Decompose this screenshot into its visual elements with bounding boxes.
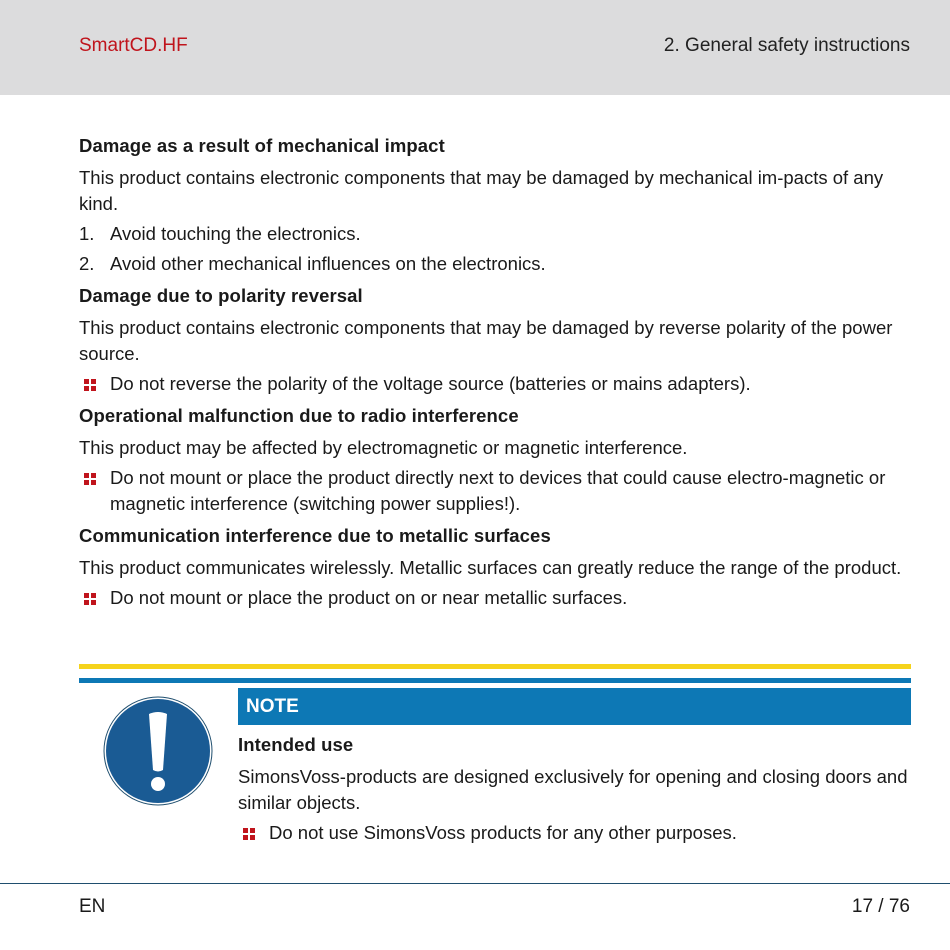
section-text-polarity: This product contains electronic components that may be damaged by reverse polarity of the power source. bbox=[79, 317, 893, 364]
note-divider bbox=[79, 678, 911, 683]
bullet-text: Do not mount or place the product on or near metallic surfaces. bbox=[110, 587, 628, 608]
chapter-title: 2. General safety instructions bbox=[663, 35, 910, 56]
section-heading-mechanical: Damage as a result of mechanical impact bbox=[79, 135, 445, 156]
bullet-text: Do not reverse the polarity of the voltage source (batteries or mains adapters). bbox=[110, 373, 751, 394]
section-text-metallic: This product communicates wirelessly. Metallic surfaces can greatly reduce the range of the product. bbox=[79, 557, 902, 578]
language-code: EN bbox=[79, 896, 106, 917]
note-heading: Intended use bbox=[238, 734, 354, 755]
exclamation-circle-icon bbox=[103, 696, 213, 806]
page-header bbox=[0, 0, 950, 95]
warning-divider bbox=[79, 664, 911, 669]
section-heading-radio: Operational malfunction due to radio interference bbox=[79, 405, 519, 426]
bullet-text: Do not use SimonsVoss products for any other purposes. bbox=[269, 822, 737, 843]
bullet-icon bbox=[238, 820, 269, 846]
bullet-text: Do not mount or place the product directly next to devices that could cause electro-magnetic or magnetic interference (switching power supplies!). bbox=[110, 467, 886, 514]
section-heading-polarity: Damage due to polarity reversal bbox=[79, 285, 363, 306]
bullet-icon bbox=[79, 465, 110, 517]
product-name: SmartCD.HF bbox=[79, 35, 188, 56]
list-item bbox=[79, 221, 911, 247]
section-heading-metallic: Communication interference due to metallic surfaces bbox=[79, 525, 551, 546]
bullet-item bbox=[79, 465, 911, 517]
footer-divider bbox=[0, 883, 950, 884]
bullet-icon bbox=[79, 585, 110, 611]
bullet-item bbox=[79, 585, 911, 611]
note-text: SimonsVoss-products are designed exclusively for opening and closing doors and similar objects. bbox=[238, 766, 908, 813]
bullet-item bbox=[238, 820, 911, 846]
list-item bbox=[79, 251, 911, 277]
list-text: Avoid other mechanical influences on the electronics. bbox=[110, 253, 546, 274]
page-number: 17 / 76 bbox=[851, 896, 910, 917]
bullet-item bbox=[79, 371, 911, 397]
main-content bbox=[79, 135, 911, 615]
list-text: Avoid touching the electronics. bbox=[110, 223, 361, 244]
section-text-radio: This product may be affected by electromagnetic or magnetic interference. bbox=[79, 437, 688, 458]
list-number: 1. bbox=[79, 223, 95, 244]
note-label: NOTE bbox=[238, 688, 911, 725]
list-number: 2. bbox=[79, 253, 95, 274]
section-text-mechanical: This product contains electronic components that may be damaged by mechanical im-pacts of any kind. bbox=[79, 167, 884, 214]
bullet-icon bbox=[79, 371, 110, 397]
note-body bbox=[238, 734, 911, 850]
